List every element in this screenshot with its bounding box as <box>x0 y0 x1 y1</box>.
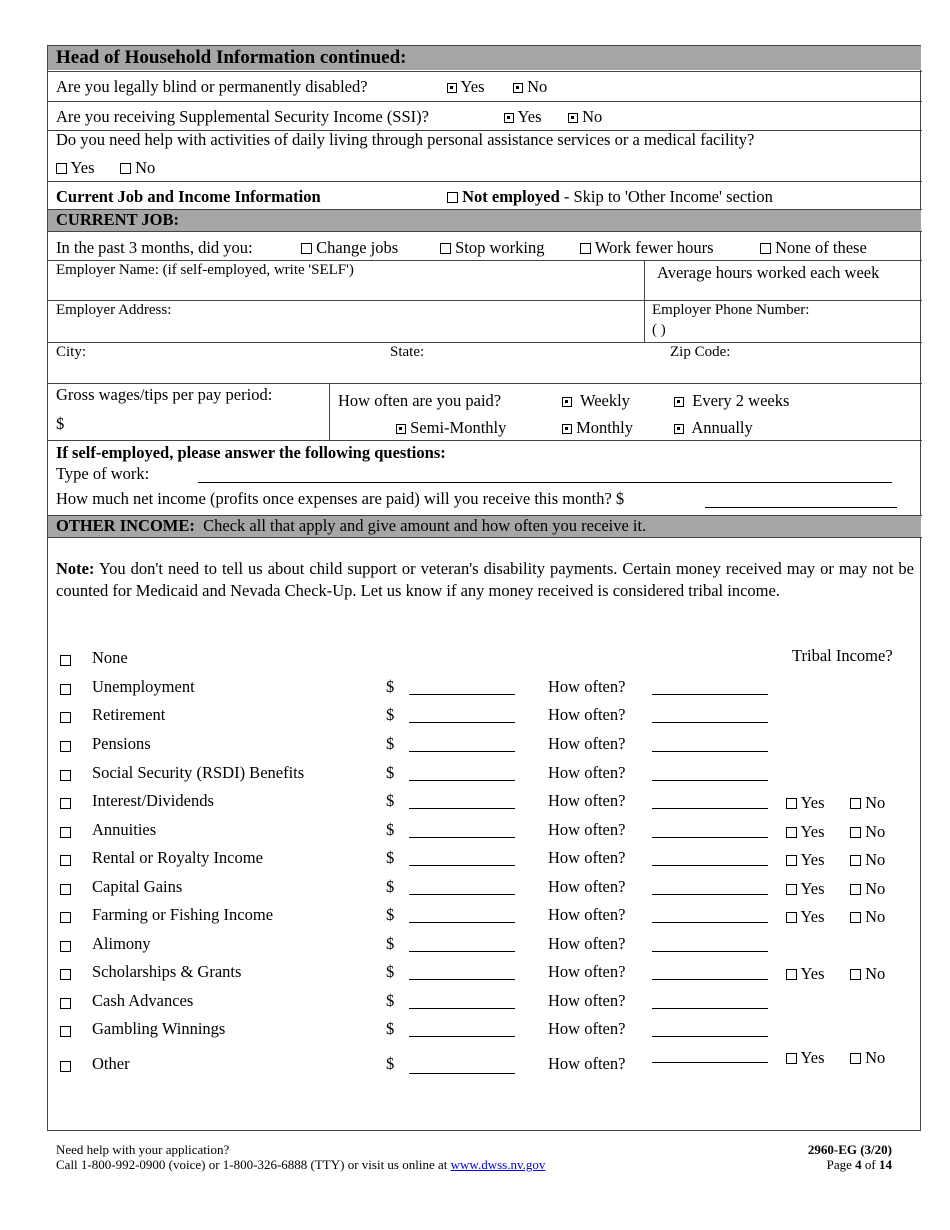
website-link[interactable]: www.dwss.nv.gov <box>450 1157 546 1172</box>
checkbox-icon[interactable] <box>580 243 591 254</box>
tribal-no-option[interactable]: No <box>850 879 885 899</box>
checkbox-icon[interactable] <box>120 163 131 174</box>
income-item-label: None <box>92 648 128 667</box>
checkbox-icon[interactable] <box>440 243 451 254</box>
how-often-label: How often? <box>548 734 626 753</box>
amount-input[interactable] <box>409 722 515 723</box>
amount-input[interactable] <box>409 1008 515 1009</box>
tribal-no-option[interactable]: No <box>850 850 885 870</box>
divider <box>47 537 922 538</box>
semi-monthly-option[interactable]: Semi-Monthly <box>396 418 506 438</box>
ssi-no-option[interactable]: No <box>568 107 602 127</box>
amount-input[interactable] <box>409 894 515 895</box>
amount-dollar: $ <box>386 905 395 924</box>
divider <box>47 231 922 232</box>
how-often-input[interactable] <box>652 837 768 838</box>
checkbox-icon[interactable] <box>396 424 406 434</box>
income-item-label: Capital Gains <box>92 877 183 896</box>
checkbox-icon[interactable] <box>850 798 861 809</box>
divider <box>47 342 922 343</box>
checkbox-icon[interactable] <box>786 855 797 866</box>
how-often-label: How often? <box>548 934 626 953</box>
checkbox-icon[interactable] <box>56 163 67 174</box>
income-item-label: Cash Advances <box>92 991 194 1010</box>
not-employed-option[interactable]: Not employed - Skip to 'Other Income' section <box>447 187 773 207</box>
divider <box>329 383 330 440</box>
checkbox-icon[interactable] <box>760 243 771 254</box>
checkbox-icon[interactable] <box>562 397 572 407</box>
income-item-label: Unemployment <box>92 677 195 696</box>
income-item-label: Rental or Royalty Income <box>92 848 263 867</box>
blind-no-option[interactable]: No <box>513 77 547 97</box>
tribal-no-option[interactable]: No <box>850 964 885 984</box>
checkbox-icon[interactable] <box>850 827 861 838</box>
phone-area-code[interactable]: ( ) <box>652 322 666 338</box>
how-often-input[interactable] <box>652 922 768 923</box>
gross-wages-dollar: $ <box>56 414 65 433</box>
blind-yes-option[interactable]: Yes <box>447 77 485 97</box>
checkbox-icon[interactable] <box>674 397 684 407</box>
income-checkbox[interactable] <box>60 912 71 923</box>
amount-input[interactable] <box>409 865 515 866</box>
amount-dollar: $ <box>386 962 395 981</box>
amount-input[interactable] <box>409 1036 515 1037</box>
income-checkbox[interactable] <box>60 1061 71 1072</box>
page-number: Page 4 of 14 <box>826 1157 892 1172</box>
how-often-label: How often? <box>548 962 626 981</box>
ssi-yes-option[interactable]: Yes <box>504 107 542 127</box>
how-often-label: How often? <box>548 791 626 810</box>
how-often-input[interactable] <box>652 1062 768 1063</box>
city-label: City: <box>56 344 87 360</box>
checkbox-icon[interactable] <box>674 424 684 434</box>
none-of-these-option[interactable]: None of these <box>760 238 867 258</box>
income-item-label: Interest/Dividends <box>92 791 214 810</box>
amount-input[interactable] <box>409 951 515 952</box>
checkbox-icon[interactable] <box>850 969 861 980</box>
how-often-input[interactable] <box>652 694 768 695</box>
amount-input[interactable] <box>409 922 515 923</box>
income-checkbox[interactable] <box>60 655 71 666</box>
every-2-weeks-option[interactable]: Every 2 weeks <box>674 391 789 411</box>
work-fewer-hours-option[interactable]: Work fewer hours <box>580 238 714 258</box>
income-item-label: Scholarships & Grants <box>92 962 242 981</box>
monthly-option[interactable]: Monthly <box>562 418 633 438</box>
ssi-question: Are you receiving Supplemental Security Income (SSI)? <box>56 107 429 126</box>
help-text: Call 1-800-992-0900 (voice) or 1-800-326-6888 (TTY) or visit us online at www.dwss.nv.gov <box>56 1157 546 1172</box>
income-item-label: Gambling Winnings <box>92 1019 226 1038</box>
how-often-input[interactable] <box>652 1036 768 1037</box>
divider <box>47 260 922 261</box>
how-often-label: How often? <box>548 820 626 839</box>
income-checkbox[interactable] <box>60 941 71 952</box>
divider <box>47 181 922 182</box>
employer-name-label: Employer Name: (if self-employed, write 'SELF') <box>56 262 354 278</box>
income-checkbox[interactable] <box>60 827 71 838</box>
income-checkbox[interactable] <box>60 770 71 781</box>
how-often-label: How often? <box>548 848 626 867</box>
other-income-heading: OTHER INCOME: Check all that apply and give amount and how often you receive it. <box>56 516 647 535</box>
daily-living-yes-option[interactable]: Yes <box>56 158 95 178</box>
weekly-option[interactable]: Weekly <box>562 391 630 411</box>
amount-input[interactable] <box>409 808 515 809</box>
amount-dollar: $ <box>386 677 395 696</box>
checkbox-icon[interactable] <box>568 113 578 123</box>
blind-question: Are you legally blind or permanently disabled? <box>56 77 368 96</box>
income-checkbox[interactable] <box>60 798 71 809</box>
how-often-input[interactable] <box>652 751 768 752</box>
income-checkbox[interactable] <box>60 712 71 723</box>
amount-dollar: $ <box>386 1054 395 1073</box>
checkbox-icon[interactable] <box>850 912 861 923</box>
income-checkbox[interactable] <box>60 684 71 695</box>
state-label: State: <box>390 344 425 360</box>
amount-input[interactable] <box>409 1073 515 1074</box>
amount-dollar: $ <box>386 763 395 782</box>
daily-living-question: Do you need help with activities of daily living through personal assistance services or a medical facility? <box>56 130 755 149</box>
tribal-no-option[interactable]: No <box>850 793 885 813</box>
current-job-title: CURRENT JOB: <box>56 210 180 229</box>
how-often-input[interactable] <box>652 979 768 980</box>
avg-hours-label: Average hours worked each week <box>657 263 880 282</box>
checkbox-icon[interactable] <box>786 969 797 980</box>
divider <box>47 71 922 72</box>
tribal-yes-option[interactable]: Yes <box>786 793 825 813</box>
income-item-label: Other <box>92 1054 130 1073</box>
tribal-no-option[interactable]: No <box>850 1048 885 1068</box>
stop-working-option[interactable]: Stop working <box>440 238 545 258</box>
income-checkbox[interactable] <box>60 1026 71 1037</box>
checkbox-icon[interactable] <box>786 884 797 895</box>
how-often-paid-label: How often are you paid? <box>338 391 502 410</box>
checkbox-icon[interactable] <box>850 855 861 866</box>
amount-dollar: $ <box>386 848 395 867</box>
how-often-input[interactable] <box>652 951 768 952</box>
type-of-work-input[interactable] <box>198 482 892 483</box>
divider <box>47 440 922 441</box>
employer-address-label: Employer Address: <box>56 302 172 318</box>
tribal-no-option[interactable]: No <box>850 907 885 927</box>
income-item-label: Alimony <box>92 934 151 953</box>
checkbox-icon[interactable] <box>301 243 312 254</box>
tribal-income-header: Tribal Income? <box>792 646 893 665</box>
income-item-label: Farming or Fishing Income <box>92 905 274 924</box>
amount-dollar: $ <box>386 791 395 810</box>
annually-option[interactable]: Annually <box>674 418 753 438</box>
type-of-work-label: Type of work: <box>56 464 150 483</box>
daily-living-no-option[interactable]: No <box>120 158 155 178</box>
income-checkbox[interactable] <box>60 884 71 895</box>
amount-dollar: $ <box>386 820 395 839</box>
net-income-input[interactable] <box>705 507 897 508</box>
how-often-label: How often? <box>548 763 626 782</box>
income-item-label: Retirement <box>92 705 166 724</box>
amount-input[interactable] <box>409 694 515 695</box>
checkbox-icon[interactable] <box>513 83 523 93</box>
income-item-label: Pensions <box>92 734 151 753</box>
income-item-label: Annuities <box>92 820 157 839</box>
checkbox-icon[interactable] <box>786 912 797 923</box>
how-often-input[interactable] <box>652 865 768 866</box>
note-paragraph: Note: You don't need to tell us about child support or veteran's disability payments. Certain money received may or may not be counted for Medicaid and Nevada Check-Up. Let us know if any money received is considered tribal income. <box>56 559 915 600</box>
how-often-input[interactable] <box>652 722 768 723</box>
checkbox-icon[interactable] <box>786 827 797 838</box>
checkbox-icon[interactable] <box>786 798 797 809</box>
divider <box>47 101 922 102</box>
help-title: Need help with your application? <box>56 1142 230 1157</box>
income-checkbox[interactable] <box>60 998 71 1009</box>
checkbox-icon[interactable] <box>850 884 861 895</box>
checkbox-icon[interactable] <box>850 1053 861 1064</box>
how-often-label: How often? <box>548 705 626 724</box>
past-months-question: In the past 3 months, did you: <box>56 238 253 257</box>
income-item-label: Social Security (RSDI) Benefits <box>92 763 305 782</box>
amount-dollar: $ <box>386 1019 395 1038</box>
checkbox-icon[interactable] <box>447 83 457 93</box>
how-often-label: How often? <box>548 877 626 896</box>
income-checkbox[interactable] <box>60 969 71 980</box>
zip-label: Zip Code: <box>670 344 731 360</box>
how-often-label: How often? <box>548 1019 626 1038</box>
form-id: 2960-EG (3/20) <box>807 1142 892 1157</box>
amount-dollar: $ <box>386 734 395 753</box>
checkbox-icon[interactable] <box>447 192 458 203</box>
amount-dollar: $ <box>386 877 395 896</box>
checkbox-icon[interactable] <box>786 1053 797 1064</box>
income-checkbox[interactable] <box>60 855 71 866</box>
amount-input[interactable] <box>409 780 515 781</box>
job-section-title: Current Job and Income Information <box>56 187 321 206</box>
change-jobs-option[interactable]: Change jobs <box>301 238 398 258</box>
tribal-yes-option[interactable]: Yes <box>786 879 825 899</box>
how-often-label: How often? <box>548 991 626 1010</box>
amount-input[interactable] <box>409 751 515 752</box>
tribal-no-option[interactable]: No <box>850 822 885 842</box>
amount-dollar: $ <box>386 934 395 953</box>
income-checkbox[interactable] <box>60 741 71 752</box>
amount-dollar: $ <box>386 991 395 1010</box>
self-employed-title: If self-employed, please answer the following questions: <box>56 443 446 462</box>
employer-phone-label: Employer Phone Number: <box>652 302 810 318</box>
how-often-input[interactable] <box>652 894 768 895</box>
gross-wages-label: Gross wages/tips per pay period: <box>56 385 273 404</box>
divider <box>644 260 645 342</box>
net-income-label: How much net income (profits once expenses are paid) will you receive this month? $ <box>56 489 625 508</box>
tribal-yes-option[interactable]: Yes <box>786 822 825 842</box>
checkbox-icon[interactable] <box>504 113 514 123</box>
tribal-yes-option[interactable]: Yes <box>786 1048 825 1068</box>
tribal-yes-option[interactable]: Yes <box>786 850 825 870</box>
amount-dollar: $ <box>386 705 395 724</box>
how-often-input[interactable] <box>652 808 768 809</box>
divider <box>47 300 922 301</box>
how-often-input[interactable] <box>652 1008 768 1009</box>
tribal-yes-option[interactable]: Yes <box>786 907 825 927</box>
amount-input[interactable] <box>409 979 515 980</box>
tribal-yes-option[interactable]: Yes <box>786 964 825 984</box>
divider <box>47 383 922 384</box>
section-title: Head of Household Information continued: <box>56 47 407 68</box>
how-often-label: How often? <box>548 677 626 696</box>
amount-input[interactable] <box>409 837 515 838</box>
how-often-input[interactable] <box>652 780 768 781</box>
how-often-label: How often? <box>548 1054 626 1073</box>
checkbox-icon[interactable] <box>562 424 572 434</box>
how-often-label: How often? <box>548 905 626 924</box>
